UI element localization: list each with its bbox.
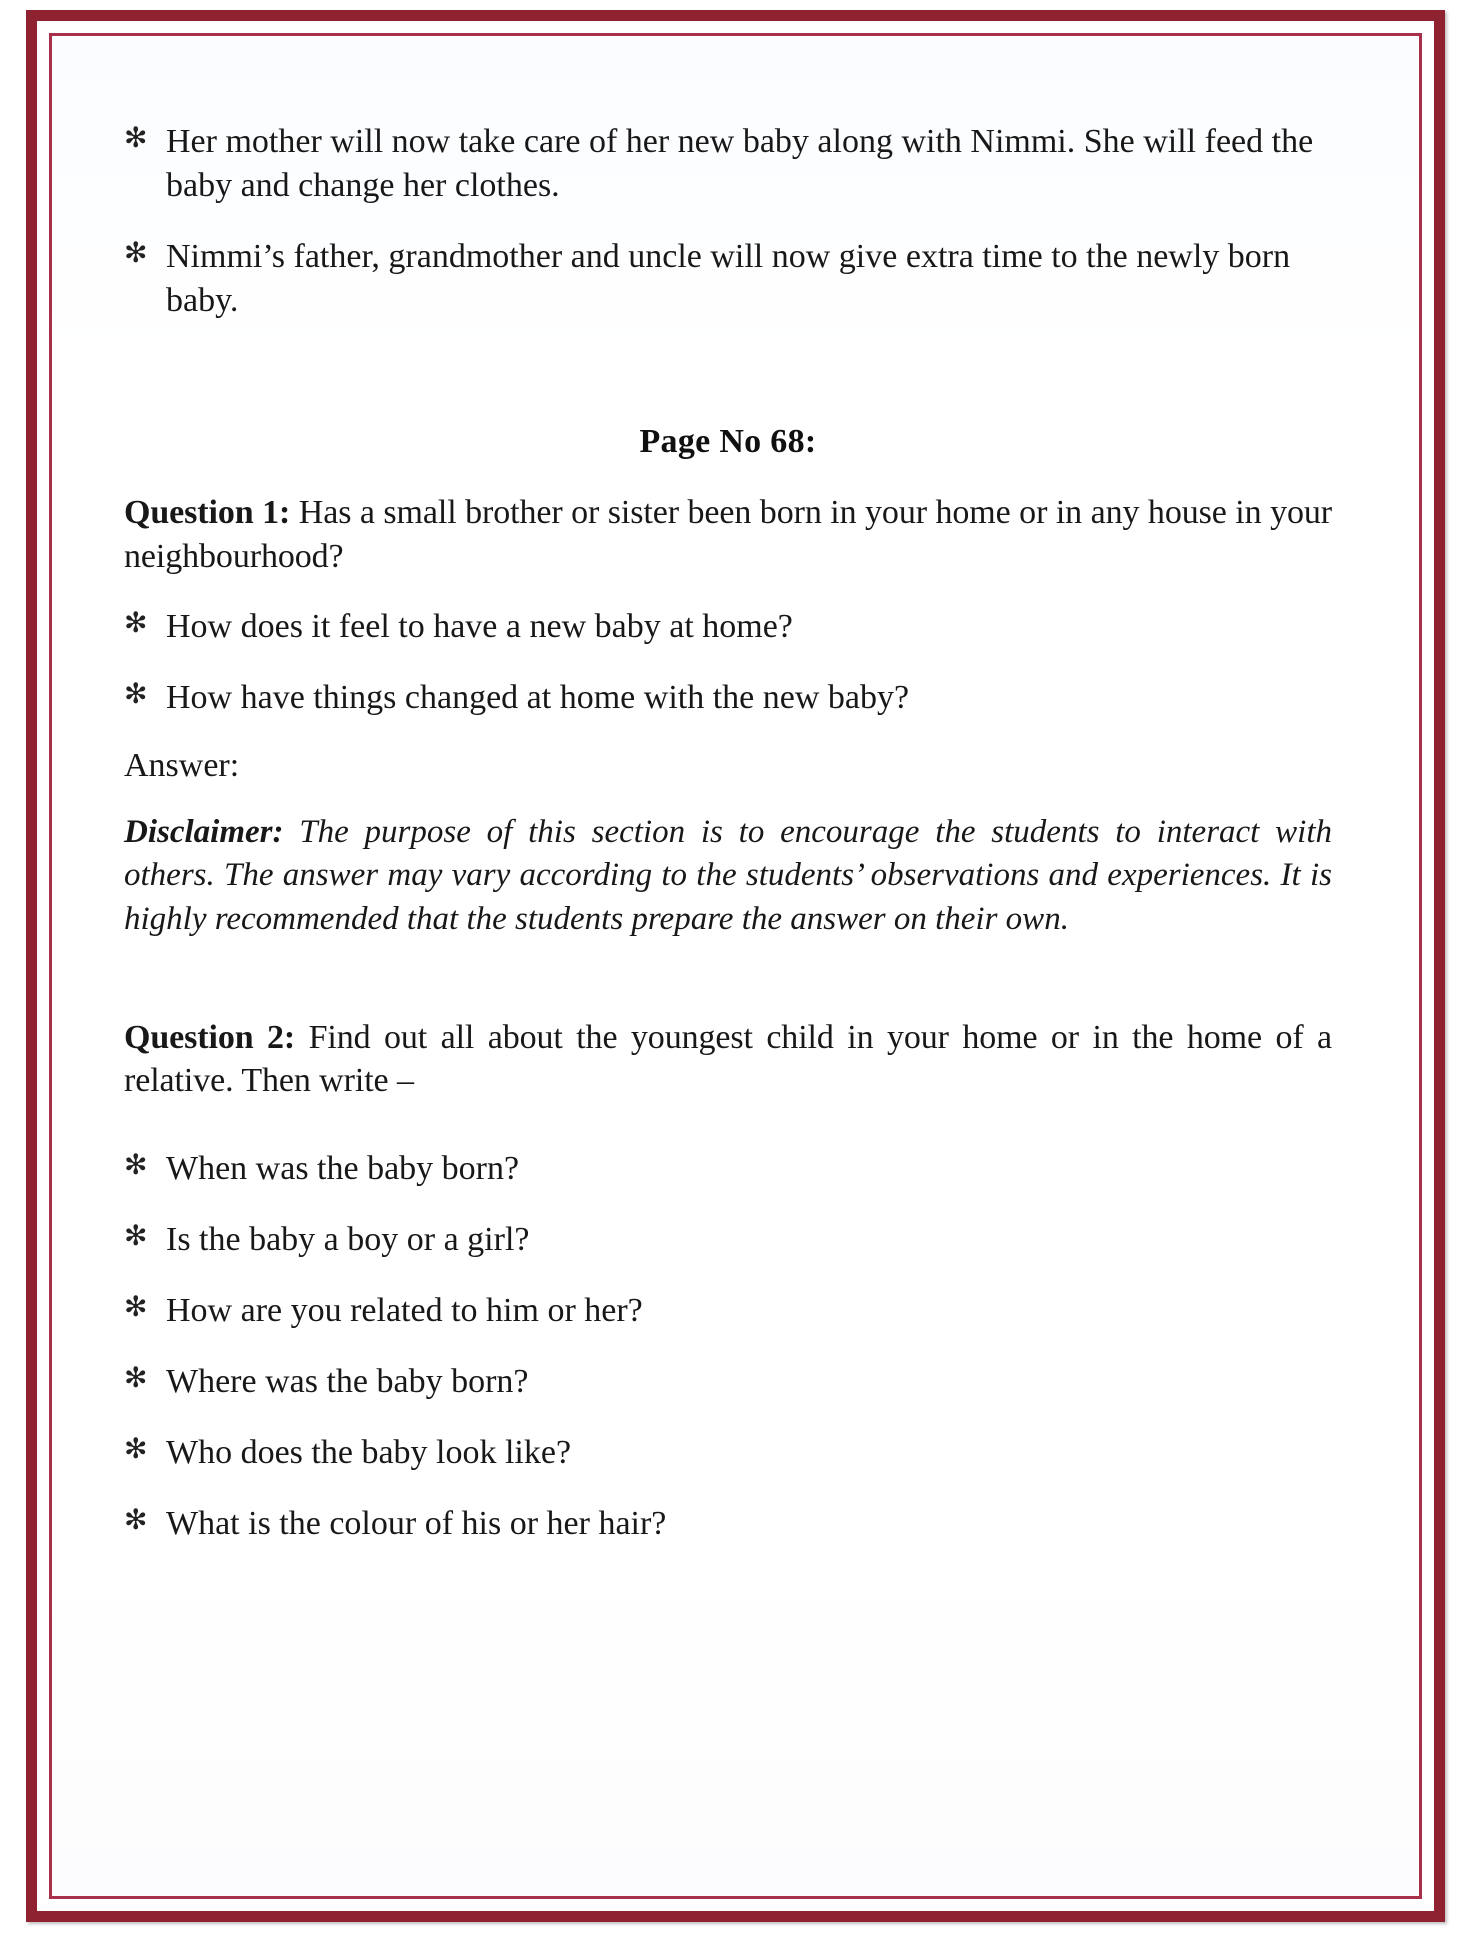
question-1-paragraph — [124, 491, 1332, 579]
list-item — [124, 1218, 1332, 1262]
list-item-text: When was the baby born? — [166, 1150, 520, 1188]
section-spacer — [124, 349, 1332, 423]
question-1-bullet-list — [124, 605, 1332, 720]
snowflake-bullet-icon: ✻ — [124, 1148, 148, 1182]
list-item-text: Is the baby a boy or a girl? — [166, 1221, 530, 1259]
snowflake-bullet-icon: ✻ — [124, 1289, 148, 1323]
page-border-inner-rule — [49, 33, 1422, 1899]
list-item-text: Her mother will now take care of her new baby along with Nimmi. She will feed the baby and change her clothes. — [166, 123, 1314, 204]
snowflake-bullet-icon: ✻ — [124, 121, 148, 154]
disclaimer-text: The purpose of this section is to encourage the students to interact with others. The answer may vary according to the students’ observations and experiences. It is highly recommended that the students prepare the answer on their own. — [124, 813, 1332, 937]
answer-label: Answer: — [124, 746, 240, 784]
list-item — [124, 1360, 1332, 1404]
list-item — [124, 1289, 1332, 1333]
list-item — [124, 120, 1332, 208]
disclaimer-label: Disclaimer: — [124, 813, 284, 850]
list-item-text: How does it feel to have a new baby at home? — [166, 608, 793, 646]
question-2-paragraph — [124, 1016, 1332, 1104]
list-item — [124, 676, 1332, 720]
snowflake-bullet-icon: ✻ — [124, 1219, 148, 1253]
snowflake-bullet-icon: ✻ — [124, 677, 148, 711]
list-item — [124, 1502, 1332, 1546]
page-paper-surface — [52, 36, 1419, 1896]
list-item-text: Who does the baby look like? — [166, 1433, 572, 1471]
snowflake-bullet-icon: ✻ — [124, 1431, 148, 1465]
top-bullet-list — [124, 120, 1332, 322]
snowflake-bullet-icon: ✻ — [124, 1360, 148, 1394]
list-item — [124, 1431, 1332, 1475]
question-1-label: Question 1: — [124, 494, 291, 532]
page-border-frame — [26, 10, 1445, 1922]
question-2-text: Find out all about the youngest child in your home or in the home of a relative. Then write – — [124, 1018, 1333, 1100]
document-content — [124, 120, 1332, 1572]
list-item-text: Nimmi’s father, grandmother and uncle will now give extra time to the newly born baby. — [166, 237, 1291, 319]
list-spacer — [124, 1129, 1332, 1147]
section-spacer — [124, 942, 1332, 1016]
question-1-text: Has a small brother or sister been born in your home or in any house in your neighbourhood? — [124, 494, 1332, 576]
list-item — [124, 1147, 1332, 1191]
list-item-text: How are you related to him or her? — [166, 1291, 643, 1329]
question-2-label: Question 2: — [124, 1018, 296, 1056]
question-2-bullet-list — [124, 1147, 1332, 1545]
list-item-text: How have things changed at home with the new baby? — [166, 679, 910, 717]
list-item — [124, 605, 1332, 649]
list-item-text: Where was the baby born? — [166, 1362, 529, 1400]
snowflake-bullet-icon: ✻ — [124, 1502, 148, 1536]
snowflake-bullet-icon: ✻ — [124, 606, 148, 640]
page-number-heading: Page No 68: — [639, 423, 817, 461]
list-item-text: What is the colour of his or her hair? — [166, 1504, 667, 1542]
list-item — [124, 235, 1332, 323]
snowflake-bullet-icon: ✻ — [124, 235, 148, 269]
disclaimer-paragraph — [124, 811, 1332, 942]
